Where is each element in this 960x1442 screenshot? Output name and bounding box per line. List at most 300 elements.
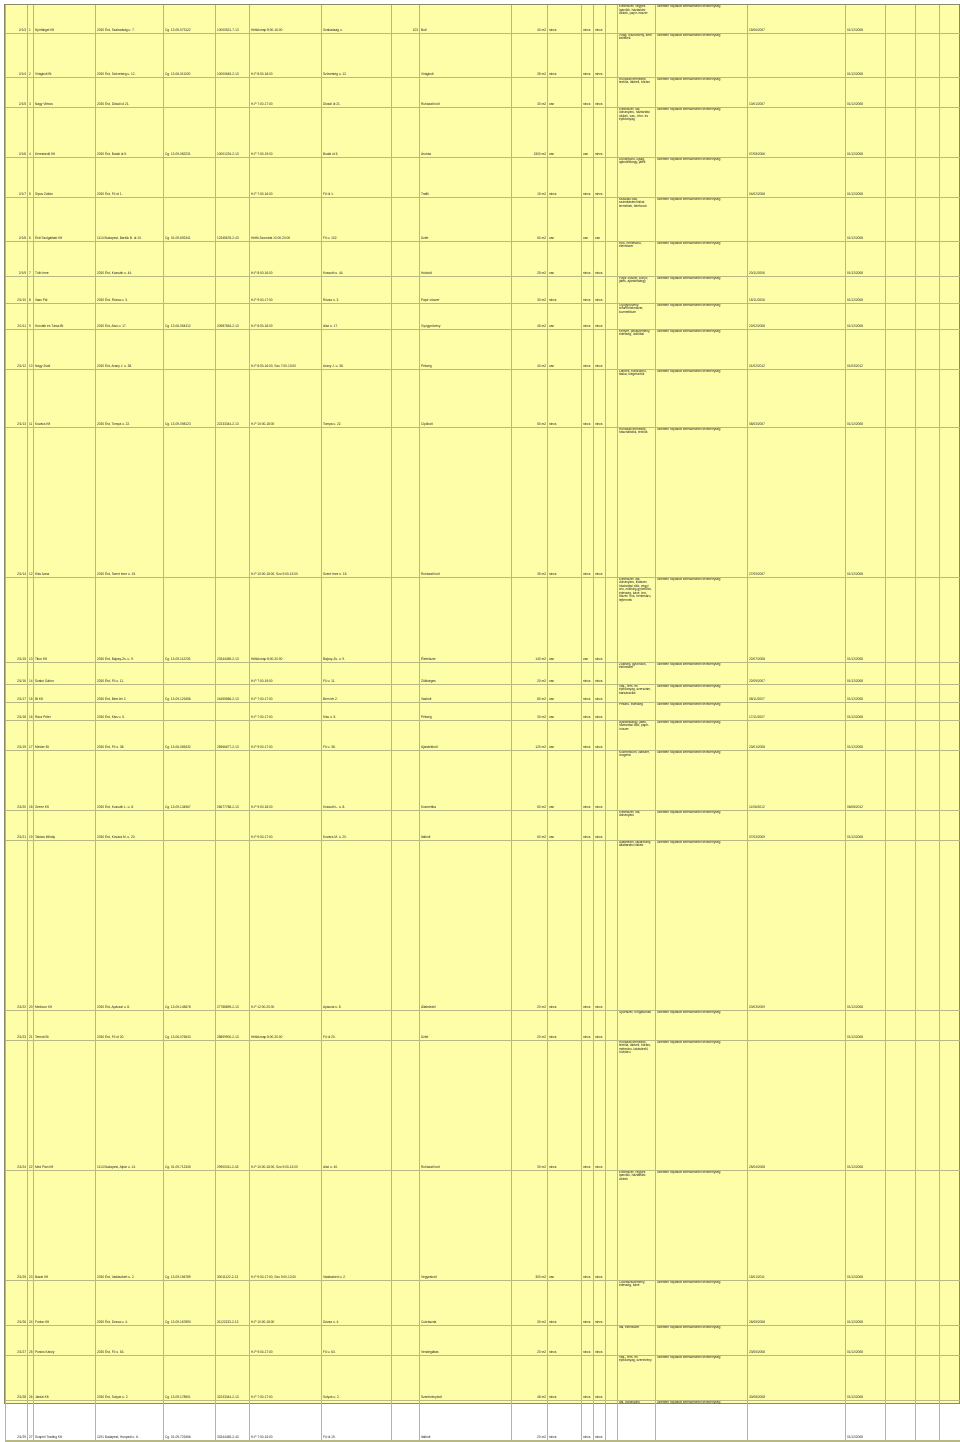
table-cell: Cg. 13-09-167890 [164, 1280, 216, 1325]
table-cell: van [548, 720, 582, 750]
table-cell [392, 662, 420, 684]
table-row [6, 662, 960, 684]
table-cell: 16 [28, 702, 34, 720]
table-cell: Vadászkert u. 2. [322, 1170, 392, 1280]
table-cell [940, 5, 960, 33]
table-row [6, 33, 960, 77]
table-cell: Cg. 13-06-076543 [164, 1010, 216, 1040]
table-cell [886, 750, 916, 810]
table-cell: 15/11/2006 [748, 276, 846, 303]
table-cell: üzletben folytatott kereskedelmi tevékenység [656, 77, 748, 107]
table-cell: H-P 10:00-18:00 [250, 1280, 322, 1325]
table-cell [392, 1325, 420, 1355]
table-cell: Rózsa u. 3. [322, 276, 392, 303]
table-cell: 2030 Érd, Kovács M. u. 20. [96, 810, 164, 840]
table-cell: Dohányáru, újság, ajándéktárgy, játék [618, 157, 656, 197]
table-cell: 01/12/2008 [846, 702, 886, 720]
table-cell [886, 427, 916, 577]
table-cell [164, 702, 216, 720]
table-cell: üzletben folytatott kereskedelmi tevékenység [656, 1170, 748, 1280]
table-cell: 2030 Érd, Arany J. u. 38. [96, 329, 164, 369]
table-cell: Med Plan Kft [34, 1040, 96, 1170]
table-cell [392, 1170, 420, 1280]
table-cell: 8 [28, 276, 34, 303]
table-cell: Termál Bt [34, 1010, 96, 1040]
table-row [6, 1400, 960, 1440]
table-cell: Nagy Vilmos [34, 77, 96, 107]
table-cell: Gyógynövény, reformélelmiszer, kozmetikum [618, 303, 656, 329]
table-cell [164, 1325, 216, 1355]
table-cell: Zöldség, gyümölcs, élelmiszer [618, 662, 656, 684]
table-cell: 17/11/2007 [748, 702, 846, 720]
table-cell: 32233344-2-13 [216, 1355, 250, 1400]
table-cell [606, 5, 618, 33]
table-cell: 25/04/2008 [748, 1040, 846, 1170]
table-cell: van [582, 197, 594, 241]
table-cell [886, 662, 916, 684]
table-cell [606, 1400, 618, 1440]
table-cell: 1500 m2 [512, 107, 548, 157]
table-cell: nincs [582, 1325, 594, 1355]
table-cell: 20 m2 [512, 1325, 548, 1355]
table-cell: Bem tér 2. [322, 684, 392, 702]
table-cell [606, 750, 618, 810]
table-cell [916, 702, 940, 720]
table-cell: nincs [594, 702, 606, 720]
table-cell: nincs [582, 1010, 594, 1040]
table-cell: Kossuth u. 44. [322, 241, 392, 276]
table-cell: 30 m2 [512, 702, 548, 720]
table-row [6, 241, 960, 276]
table-row [6, 427, 960, 577]
table-cell: 2/1/13 [6, 369, 28, 427]
table-cell [916, 197, 940, 241]
table-cell: H-P 8:00-16:00 [250, 241, 322, 276]
table-cell: 24455566-2-13 [216, 684, 250, 702]
table-cell: 9 [28, 303, 34, 329]
table-cell: 17 [28, 720, 34, 750]
table-cell [216, 77, 250, 107]
table-cell [916, 1010, 940, 1040]
table-cell: Vas-, fém- és építőanyag, szerszám, barkácscikk [618, 684, 656, 702]
table-cell: Fő út 20. [322, 1010, 392, 1040]
table-cell: nincs [548, 1325, 582, 1355]
table-row [6, 1170, 960, 1280]
table-cell: 40 m2 [512, 5, 548, 33]
table-cell [940, 840, 960, 1010]
table-cell [940, 197, 960, 241]
table-cell: Lábbeli, bőrdíszmű, táska, kiegészítők [618, 369, 656, 427]
table-cell [940, 241, 960, 276]
table-cell: Szövetség u. 12. [322, 33, 392, 77]
table-cell [618, 1440, 656, 1441]
table-cell: nincs [594, 157, 606, 197]
table-cell: nincs [582, 427, 594, 577]
table-cell [606, 840, 618, 1010]
table-cell: 1191 Budapest, Hunyadi u. 6. [96, 1400, 164, 1440]
table-cell [886, 840, 916, 1010]
table-cell [886, 1040, 916, 1170]
table-cell: nincs [582, 1355, 594, 1400]
table-cell [392, 750, 420, 810]
table-cell: H-P 10:00-18:00, Szo 9:00-13:00 [250, 427, 322, 577]
table-cell: 10/01/2007 [748, 77, 846, 107]
table-cell: Bt Kft [34, 684, 96, 702]
spreadsheet-table [4, 4, 960, 1404]
table-cell: H-P 10:00-18:00, Szo 9:00-13:00 [250, 1040, 322, 1170]
table-cell [606, 1440, 618, 1441]
table-cell: 20/11/2006 [748, 241, 846, 276]
table-cell: 2030 Érd, Sulyok u. 2. [96, 1355, 164, 1400]
table-cell: 15/01/2011 [748, 1170, 846, 1280]
table-cell: 2030 Érd, Rózsa u. 3. [96, 276, 164, 303]
table-cell: Hétköznap 8:00-16:00 [250, 5, 322, 33]
table-cell: 2/1/24 [6, 1040, 28, 1170]
table-cell: Kovács Kft [34, 369, 96, 427]
table-cell [392, 720, 420, 750]
table-cell: Kossuth L. u. 8. [322, 750, 392, 810]
table-cell: 4 [28, 107, 34, 157]
table-cell [916, 720, 940, 750]
table-cell [392, 1400, 420, 1440]
table-cell: 2/1/7 [6, 157, 28, 197]
table-cell: van [548, 810, 582, 840]
table-cell [34, 1440, 96, 1441]
table-cell: 30 m2 [512, 276, 548, 303]
table-cell [940, 1170, 960, 1280]
table-cell: Mester Bt [34, 720, 96, 750]
table-cell: Cg. 13-06-054312 [164, 303, 216, 329]
table-cell: Cg. 13-09-145678 [164, 840, 216, 1010]
table-cell [392, 241, 420, 276]
table-cell [886, 1355, 916, 1400]
table-cell [216, 241, 250, 276]
table-cell: 19 [28, 810, 34, 840]
table-cell: nincs [594, 77, 606, 107]
table-cell [748, 33, 846, 77]
table-cell [940, 662, 960, 684]
table-cell: 2030 Érd, Bajcsy-Zs. u. 9. [96, 577, 164, 662]
table-cell: 60 m2 [512, 197, 548, 241]
table-cell: Fő u. 63. [322, 1325, 392, 1355]
table-cell: üzletben folytatott kereskedelmi tevékenység [656, 684, 748, 702]
table-cell: 01/12/2008 [846, 810, 886, 840]
table-cell: 2/1/15 [6, 577, 28, 662]
table-cell: nincs [582, 369, 594, 427]
table-cell: Scapini Trading Kft [34, 1400, 96, 1440]
table-cell: 2030 Érd, Vadászkert u. 2. [96, 1170, 164, 1280]
table-cell: Áruház [420, 107, 512, 157]
table-cell: van [582, 577, 594, 662]
table-cell: Gyógynövény [420, 303, 512, 329]
table-cell: 06/08/2012 [846, 750, 886, 810]
table-cell: H-P 7:00-19:00 [250, 107, 322, 157]
table-cell: nincs [594, 1355, 606, 1400]
table-cell [164, 662, 216, 684]
table-cell: Italbolt [420, 810, 512, 840]
table-cell: Green Kft [34, 750, 96, 810]
table-cell: Alsó u. 40. [322, 1040, 392, 1170]
table-cell: Rácz Péter [34, 702, 96, 720]
table-cell: Bazár Kft [34, 1170, 96, 1280]
table-cell: Kiss u. 5. [322, 702, 392, 720]
table-cell: H-P 7:00-19:00 [250, 662, 322, 684]
table-cell: 01/03/2012 [846, 329, 886, 369]
table-cell [916, 1170, 940, 1280]
table-cell: 25 m2 [512, 241, 548, 276]
table-cell: Sportszer, horgászcikk [618, 1010, 656, 1040]
table-cell: 01/12/2008 [846, 1325, 886, 1355]
table-cell: Alsó u. 17. [322, 303, 392, 329]
table-cell: Cg. 01-09-712345 [164, 1040, 216, 1170]
table-cell: Műszaki cikk, számítástechnikai termékek, telefonok [618, 197, 656, 241]
table-cell: 2/1/9 [6, 241, 28, 276]
table-cell [164, 329, 216, 369]
table-cell: H-P 9:00-18:00 [250, 750, 322, 810]
table-cell: nincs [594, 720, 606, 750]
table-cell: nincs [548, 1355, 582, 1400]
table-row [6, 840, 960, 1010]
table-cell: 20 m2 [512, 662, 548, 684]
table-cell: 2/1/14 [6, 427, 28, 577]
table-cell: üzletben folytatott kereskedelmi tevékenység [656, 197, 748, 241]
table-cell: 01/12/2008 [846, 684, 886, 702]
table-cell: 2/1/3 [6, 5, 28, 33]
table-cell: van [548, 1170, 582, 1280]
table-cell: 2030 Érd, Diósdi út 21. [96, 77, 164, 107]
table-cell: Kovács M. u. 20. [322, 810, 392, 840]
table-cell: Cg. 13-06-011020 [164, 33, 216, 77]
table-row [6, 1040, 960, 1170]
table-cell [916, 157, 940, 197]
table-cell: Ponics Károly [34, 1325, 96, 1355]
table-cell: Kereskedő Kft [34, 107, 96, 157]
table-cell: 23/05/2008 [748, 1325, 846, 1355]
table-cell: 23/01/2008 [748, 720, 846, 750]
table-cell: 20/03/2009 [748, 840, 846, 1010]
table-cell: Kozmetikum, illatszer, drogéria [618, 750, 656, 810]
table-cell: nincs [582, 750, 594, 810]
table-cell: nincs [548, 369, 582, 427]
table-cell: 2/1/20 [6, 750, 28, 810]
table-cell [392, 329, 420, 369]
table-cell [940, 369, 960, 427]
table-cell: van [548, 197, 582, 241]
table-cell: Vas-, fém- és építőanyag, szerelvény [618, 1355, 656, 1400]
table-cell [916, 1355, 940, 1400]
table-row [6, 197, 960, 241]
table-cell: Cukrászsütemény, édesség, kávé [618, 1280, 656, 1325]
table-cell [392, 157, 420, 197]
table-cell: H-P 10:00-18:00 [250, 369, 322, 427]
table-cell: van [548, 662, 582, 684]
table-cell: Ruházati bolt [420, 1040, 512, 1170]
table-cell: Tompa u. 22. [322, 369, 392, 427]
table-cell: 2/1/16 [6, 662, 28, 684]
table-cell: Medicon Kft [34, 840, 96, 1010]
table-cell: Vendéglátás [420, 1325, 512, 1355]
table-cell [216, 329, 250, 369]
table-cell: 04/02/2008 [748, 157, 846, 197]
table-cell: Apáczai u. 8. [322, 840, 392, 1010]
table-cell: 01/12/2008 [846, 241, 886, 276]
table-cell: Hétköznap 8:00-20:00 [250, 577, 322, 662]
table-row [6, 369, 960, 427]
table-cell [606, 157, 618, 197]
table-cell: H-P 7:00-17:00 [250, 684, 322, 702]
table-cell: Állateledel [420, 840, 512, 1010]
table-cell: üzletben folytatott kereskedelmi tevékenység [656, 1355, 748, 1400]
table-cell: 11/06/2012 [748, 750, 846, 810]
table-cell [916, 1400, 940, 1440]
table-cell: Horváth és Társa Bt [34, 303, 96, 329]
table-cell: Dózsa u. 4. [322, 1280, 392, 1325]
table-cell: 01/12/2008 [846, 720, 886, 750]
table-cell: nincs [594, 33, 606, 77]
table-cell: van [548, 684, 582, 702]
table-cell: Üzlet [420, 1010, 512, 1040]
table-cell: 2/1/23 [6, 1010, 28, 1040]
table-cell: 10001234-2-13 [216, 107, 250, 157]
table-cell: 10000521-7-13 [216, 5, 250, 33]
table-cell [886, 1170, 916, 1280]
table-cell [886, 1440, 916, 1441]
table-cell [916, 1040, 940, 1170]
table-cell: 18 [28, 750, 34, 810]
table-cell: nincs [548, 33, 582, 77]
table-cell: nincs [594, 1325, 606, 1355]
table-cell: 2030 Érd, Bem tér 2. [96, 684, 164, 702]
table-cell [916, 1325, 940, 1355]
table-cell: Papír-írószer [420, 276, 512, 303]
table-cell: nincs [594, 577, 606, 662]
table-cell: 2/1/21 [6, 810, 28, 840]
table-cell: 01/12/2008 [846, 276, 886, 303]
table-cell [940, 1325, 960, 1355]
table-cell: 01/12/2008 [846, 1170, 886, 1280]
table-cell: nincs [594, 5, 606, 33]
table-cell: 27 [28, 1400, 34, 1440]
table-cell: üzletben folytatott kereskedelmi tevékenység [656, 702, 748, 720]
table-cell: 2/1/10 [6, 276, 28, 303]
table-cell: 2/1/4 [6, 33, 28, 77]
table-cell [916, 840, 940, 1010]
table-cell: nincs [582, 276, 594, 303]
table-cell: 10 [28, 329, 34, 369]
table-cell: üzletben folytatott kereskedelmi tevékenység [656, 303, 748, 329]
table-cell: 22 [28, 1040, 34, 1170]
table-cell [886, 303, 916, 329]
table-cell [606, 276, 618, 303]
table-cell: van [548, 77, 582, 107]
table-cell: Üzlet [420, 197, 512, 241]
table-cell: H-P 8:00-18:00 [250, 33, 322, 77]
table-cell [606, 369, 618, 427]
table-cell: 2030 Érd, Budai út 5. [96, 107, 164, 157]
table-cell: 2030 Érd, Alsó u. 17. [96, 303, 164, 329]
table-cell: 1 [28, 5, 34, 33]
table-cell: üzletben folytatott kereskedelmi tevékenység [656, 1280, 748, 1325]
table-body [6, 5, 960, 1441]
table-cell: H-P 9:00-17:00 [250, 276, 322, 303]
table-cell [606, 33, 618, 77]
table-cell: H-P 12:00-20:00 [250, 840, 322, 1010]
table-cell: van [548, 107, 582, 157]
table-cell: nincs [582, 329, 594, 369]
table-cell [940, 1280, 960, 1325]
table-cell: 12 [28, 427, 34, 577]
table-cell [392, 684, 420, 702]
table-cell: 01/12/2008 [846, 77, 886, 107]
table-cell [916, 5, 940, 33]
table-cell: nincs [594, 241, 606, 276]
table-cell [886, 1280, 916, 1325]
table-cell: van [548, 241, 582, 276]
table-cell: 20 m2 [512, 1010, 548, 1040]
table-cell: 28899900-2-13 [216, 1010, 250, 1040]
table-cell: 08/03/2007 [748, 369, 846, 427]
table-cell: 2/1/11 [6, 303, 28, 329]
table-cell: üzletben folytatott kereskedelmi tevékenység [656, 662, 748, 684]
table-cell [392, 840, 420, 1010]
table-cell: üzletben folytatott kereskedelmi tevékenység [656, 5, 748, 33]
table-row [6, 329, 960, 369]
table-cell: Kenyér, péksütemény, édesség, üdítőital [618, 329, 656, 369]
table-cell: 22233344-2-13 [216, 369, 250, 427]
table-cell: 80 m2 [512, 684, 548, 702]
table-cell: nincs [548, 1040, 582, 1170]
table-cell: 2030 Érd, Szent Imre u. 15. [96, 427, 164, 577]
table-cell: Italbolt [420, 1400, 512, 1440]
table-cell: nincs [548, 157, 582, 197]
table-cell [392, 276, 420, 303]
table-cell [916, 1280, 940, 1325]
table-cell: H-P 9:00-17:00, Szo 9:00-12:00 [250, 1170, 322, 1280]
table-cell: 01/12/2008 [846, 1400, 886, 1440]
table-cell: 2/1/22 [6, 840, 28, 1010]
table-cell [164, 427, 216, 577]
table-cell: nincs [582, 33, 594, 77]
table-row [6, 750, 960, 810]
table-cell: 22/02/2008 [748, 303, 846, 329]
table-cell: Ajándéktárgy, játék, háztartási cikk, papír-írószer [618, 720, 656, 750]
table-cell: 14 [28, 662, 34, 684]
table-cell [164, 77, 216, 107]
table-cell [916, 369, 940, 427]
table-cell: Cg. 13-09-123456 [164, 684, 216, 702]
table-cell [392, 1040, 420, 1170]
table-cell: nincs [582, 303, 594, 329]
table-cell: Ruházati bolt [420, 427, 512, 577]
table-cell: Szerelvénybolt [420, 1355, 512, 1400]
table-cell: 30 m2 [512, 1040, 548, 1170]
table-cell: 3 [28, 77, 34, 107]
table-cell: H-P 7:00-16:00 [250, 157, 322, 197]
table-cell: Vass Pál [34, 276, 96, 303]
table-cell: H-P 7:00-17:00 [250, 77, 322, 107]
table-cell [886, 197, 916, 241]
table-cell: H-P 9:00-17:00 [250, 810, 322, 840]
table-cell: nincs [594, 1280, 606, 1325]
table-cell: Húsbolt [420, 241, 512, 276]
table-cell: üzletben folytatott kereskedelmi tevékenység [656, 33, 748, 77]
table-cell: Takács Mihály [34, 810, 96, 840]
table-cell: 140 m2 [512, 577, 548, 662]
table-cell: van [548, 303, 582, 329]
table-cell: 27788899-2-13 [216, 840, 250, 1010]
table-cell [916, 77, 940, 107]
table-cell [940, 1040, 960, 1170]
